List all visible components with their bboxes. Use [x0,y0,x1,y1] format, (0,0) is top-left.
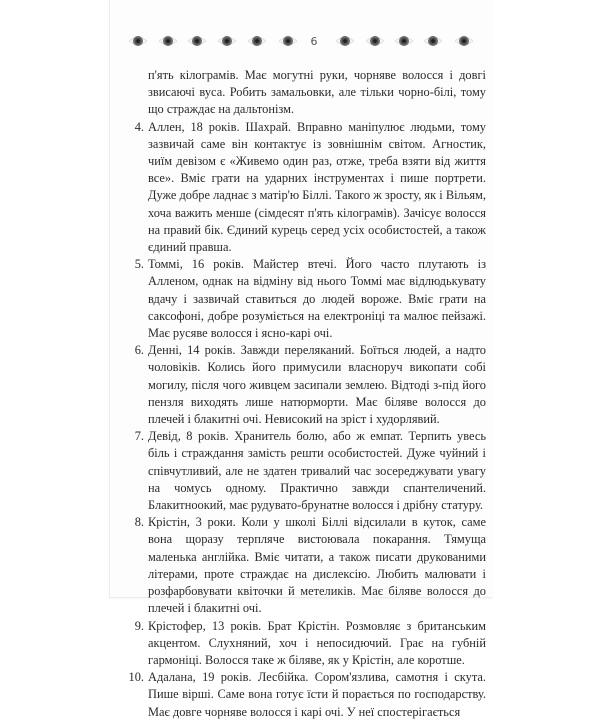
item-text: Крістін, 3 роки. Коли у школі Біллі відсилали в куток, саме вона щоразу терпляче вистоювала покарання. Тямуща маленька англійка. Вміє читати, а також писати друкованими літерами, проте страждає на дислексію. Любить малювати і розфарбовувати квіточки й метеликів. Має біляве волосся до плечей і блакитні очі. [148,515,486,616]
item-text: Адалана, 19 років. Лесбійка. Сором'язлива, самотня і скута. Пише вірші. Саме вона готує їсти й порається по господарству. Має довге чорняве волосся і карі очі. У неї спостерігається [148,670,486,719]
item-text: Аллен, 18 років. Шахрай. Вправно маніпулює людьми, тому зазвичай саме він контактує із зовнішнім світом. Агностик, чиїм девізом є «Живемо один раз, отже, треба взяти від життя все». Вміє грати на ударних інструментах і пише портрети. Дуже добре ладнає з матір'ю Біллі. Такого ж зросту, як і Вільям, хоча важить менше (сімдесят п'ять кілограмів). Зачісує волосся на правий бік. Єдиний курець серед усіх особистостей, а також єдиний правша. [148,119,486,255]
item-number: 5. [134,257,144,272]
item-number: 4. [134,119,144,134]
eye-icon [278,34,298,48]
eye-icon [454,34,474,48]
item-text: Крістофер, 13 років. Брат Крістін. Розмовляє з британським акцентом. Слухняний, хоч і непосидючий. Грає на губній гармоніці. Волосся таке ж біляве, як у Крістін, але коротше. [148,618,486,667]
list-item [134,119,486,257]
list-item [134,428,486,514]
eye-icon [394,34,414,48]
page-header [0,34,600,52]
eye-icon [423,34,443,48]
item-text: Девід, 8 років. Хранитель болю, або ж емпат. Терпить увесь біль і страждання замість решти особистостей. Дуже чуйний і співчутливий, але не здатен тривалий час зосереджувати увагу на чомусь одному. Практично завжди спантеличений. Блакитноокий, має рудувато-брунатне волосся і дрібну статуру. [148,429,486,513]
continuation-paragraph: п'ять кілограмів. Має могутні руки, чорняве волосся і довгі звисаючі вуса. Робить замальовки, але тільки чорно-білі, тому що страждає на дальтонізм. [148,68,486,117]
item-number: 7. [134,429,144,444]
eye-icon [217,34,237,48]
item-number: 9. [134,618,144,633]
eye-icon [365,34,385,48]
page-number: 6 [310,35,318,48]
list-item [128,669,486,721]
page-body [128,67,486,721]
eye-icon [247,34,267,48]
item-text: Томмі, 16 років. Майстер втечі. Його часто плутають із Алленом, однак на відміну від нього Томмі має відлюдькувату вдачу і зазвичай ставиться до людей вороже. Вміє грати на саксофоні, добре розуміється на електроніці та малює пейзажі. Має русяве волосся і ясно-карі очі. [148,257,486,341]
eye-icon [128,34,148,48]
item-number: 10. [128,670,144,685]
eye-icon [187,34,207,48]
list-item [134,618,486,670]
eye-icon [335,34,355,48]
list-item [134,514,486,617]
list-item [134,342,486,428]
item-text: Денні, 14 років. Завжди переляканий. Боїться людей, а надто чоловіків. Колись його примусили власноруч викопати собі могилу, після чого живцем засипали землею. Відтоді з-під його пензля виходять лише натюрморти. Має біляве волосся до плечей і блакитні очі. Невисокий на зріст і худорлявий. [148,343,486,427]
item-number: 8. [134,515,144,530]
list-item [134,256,486,342]
item-number: 6. [134,343,144,358]
eye-icon [158,34,178,48]
